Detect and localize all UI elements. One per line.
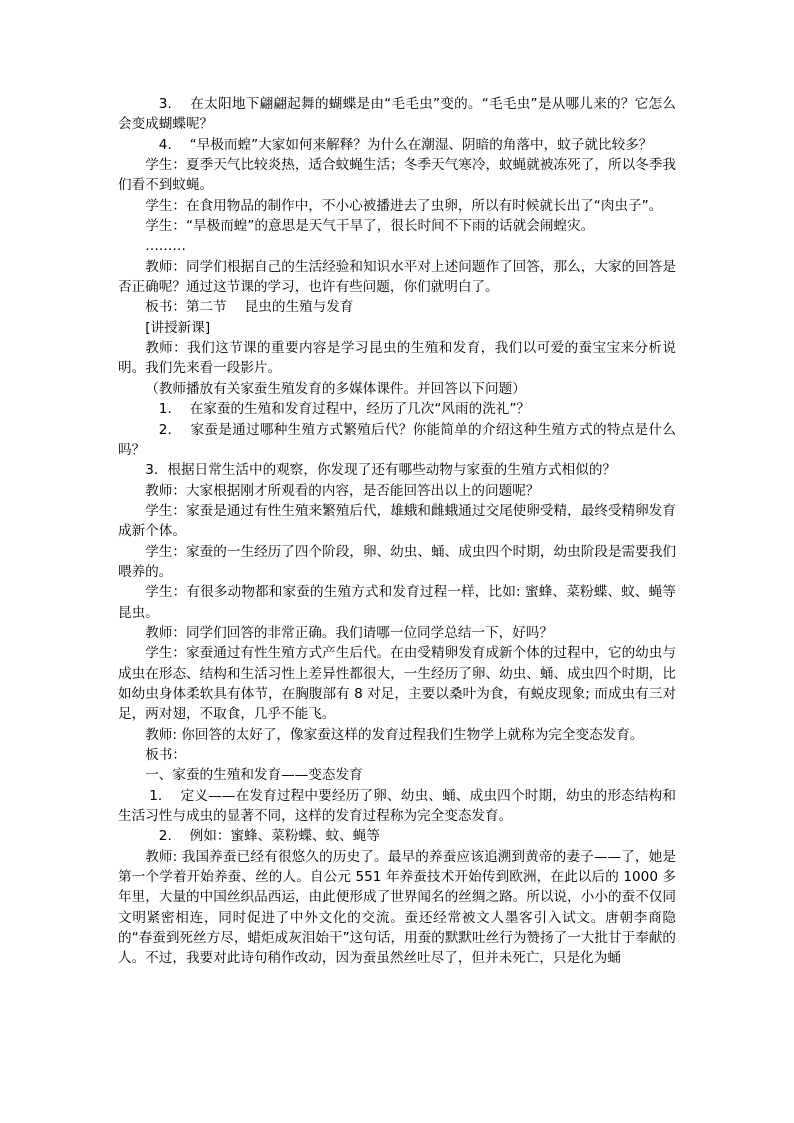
student-answer-6: 学生：有很多动物都和家蚕的生殖方式和发育过程一样，比如: 蜜蜂、菜粉蝶、蚊、蝇等昆虫。 xyxy=(118,584,676,621)
board-label: 板书： xyxy=(145,747,186,763)
section-new-lesson: [讲授新课] xyxy=(145,319,211,336)
student-answer-4: 学生：家蚕是通过有性生殖来繁殖后代，雄蛾和雌蛾通过交尾使卵受精，最终受精卵发育成新个体。 xyxy=(118,502,676,540)
ellipsis: ……… xyxy=(145,238,186,255)
document-page xyxy=(118,94,676,969)
multimedia-note: （教师播放有关家蚕生殖发育的多媒体课件。并回答以下问题） xyxy=(145,380,526,397)
lesson-question-2: 2. 家蚕是通过哪种生殖方式繁殖后代？你能简单的介绍这种生殖方式的特点是什么吗？ xyxy=(118,421,676,458)
student-summary: 学生：家蚕通过有性生殖方式产生后代。在由受精卵发育成新个体的过程中，它的幼虫与成虫在形态、结构和生活习性上差异性都很大，一生经历了卵、幼虫、蛹、成虫四个时期，比如幼虫身体柔软具有体节，在胸腹部有 8 对足，主要以桑叶为食，有蜕皮现象; 而成虫有三对足，两对翅，不取食，几乎不能飞。 xyxy=(118,645,676,723)
lesson-question-1: 1. 在家蚕的生殖和发育过程中，经历了几次“风雨的洗礼”？ xyxy=(158,401,531,418)
teacher-remark-3: 教师：同学们回答的非常正确。我们请哪一位同学总结一下，好吗？ xyxy=(145,624,553,641)
student-answer-3: 学生：“旱极而蝗”的意思是天气干旱了，很长时间不下雨的话就会闹蝗灾。 xyxy=(145,218,595,235)
question-3: 3. 在太阳地下翩翩起舞的蝴蝶是由“毛毛虫”变的。“毛毛虫”是从哪儿来的？它怎么会变成蝴蝶呢？ xyxy=(118,96,676,133)
board-title: 板书：第二节 昆虫的生殖与发育 xyxy=(145,299,354,316)
student-answer-2: 学生：在食用物品的制作中，不小心被播进去了虫卵，所以有时候就长出了“肉虫子”。 xyxy=(145,197,663,214)
teacher-remark-4: 教师: 你回答的太好了，像家蚕这样的发育过程我们生物学上就称为完全变态发育。 xyxy=(145,726,644,743)
board-examples: 2. 例如：蜜蜂、菜粉蝶、蚊、蝇等 xyxy=(158,828,380,845)
student-answer-1: 学生：夏季天气比较炎热，适合蚊蝇生活；冬季天气寒冷，蚊蝇就被冻死了，所以冬季我们看不到蚊蝇。 xyxy=(118,157,676,194)
board-heading: 一、家蚕的生殖和发育——变态发育 xyxy=(145,767,363,784)
teacher-remark-1: 教师：同学们根据自己的生活经验和知识水平对上述问题作了回答，那么，大家的回答是否正确呢？通过这节课的学习，也许有些问题，你们就明白了。 xyxy=(118,258,676,296)
board-definition: 1. 定义——在发育过程中要经历了卵、幼虫、蛹、成虫四个时期，幼虫的形态结构和生活习性与成虫的显著不同，这样的发育过程称为完全变态发育。 xyxy=(118,787,676,825)
teacher-remark-2: 教师：我们这节课的重要内容是学习昆虫的生殖和发育，我们以可爱的蚕宝宝来分析说明。我们先来看一段影片。 xyxy=(118,340,676,377)
question-4: 4. “早极而蝗”大家如何来解释？为什么在潮湿、阴暗的角落中，蚊子就比较多？ xyxy=(158,136,653,153)
teacher-history: 教师: 我国养蚕已经有很悠久的历史了。最早的养蚕应该追溯到黄帝的妻子——了，她是第一个学着开始养蚕、丝的人。自公元 551 年养蚕技术开始传到欧洲，在此以后的 1000 多年里，大量的中国丝织品西运，由此便形成了世界闻名的丝绸之路。所以说，小小的蚕不仅同文明紧密相连，同时促进了中外文化的交流。蚕还经常被文人墨客引入试文。唐朝李商隐的“春蚕到死丝方尽，蜡炬成灰泪始干”这句话，用蚕的默默吐丝行为赞扬了一大批甘于奉献的人。不过，我要对此诗句稍作改动，因为蚕虽然丝吐尽了，但并未死亡，只是化为蛹 xyxy=(118,848,676,967)
student-answer-5: 学生：家蚕的一生经历了四个阶段，卵、幼虫、蛹、成虫四个时期，幼虫阶段是需要我们喂养的。 xyxy=(118,543,676,580)
lesson-question-3: 3．根据日常生活中的观察，你发现了还有哪些动物与家蚕的生殖方式相似的？ xyxy=(145,462,617,479)
teacher-prompt: 教师：大家根据刚才所观看的内容，是否能回答出以上的问题呢？ xyxy=(145,482,540,499)
